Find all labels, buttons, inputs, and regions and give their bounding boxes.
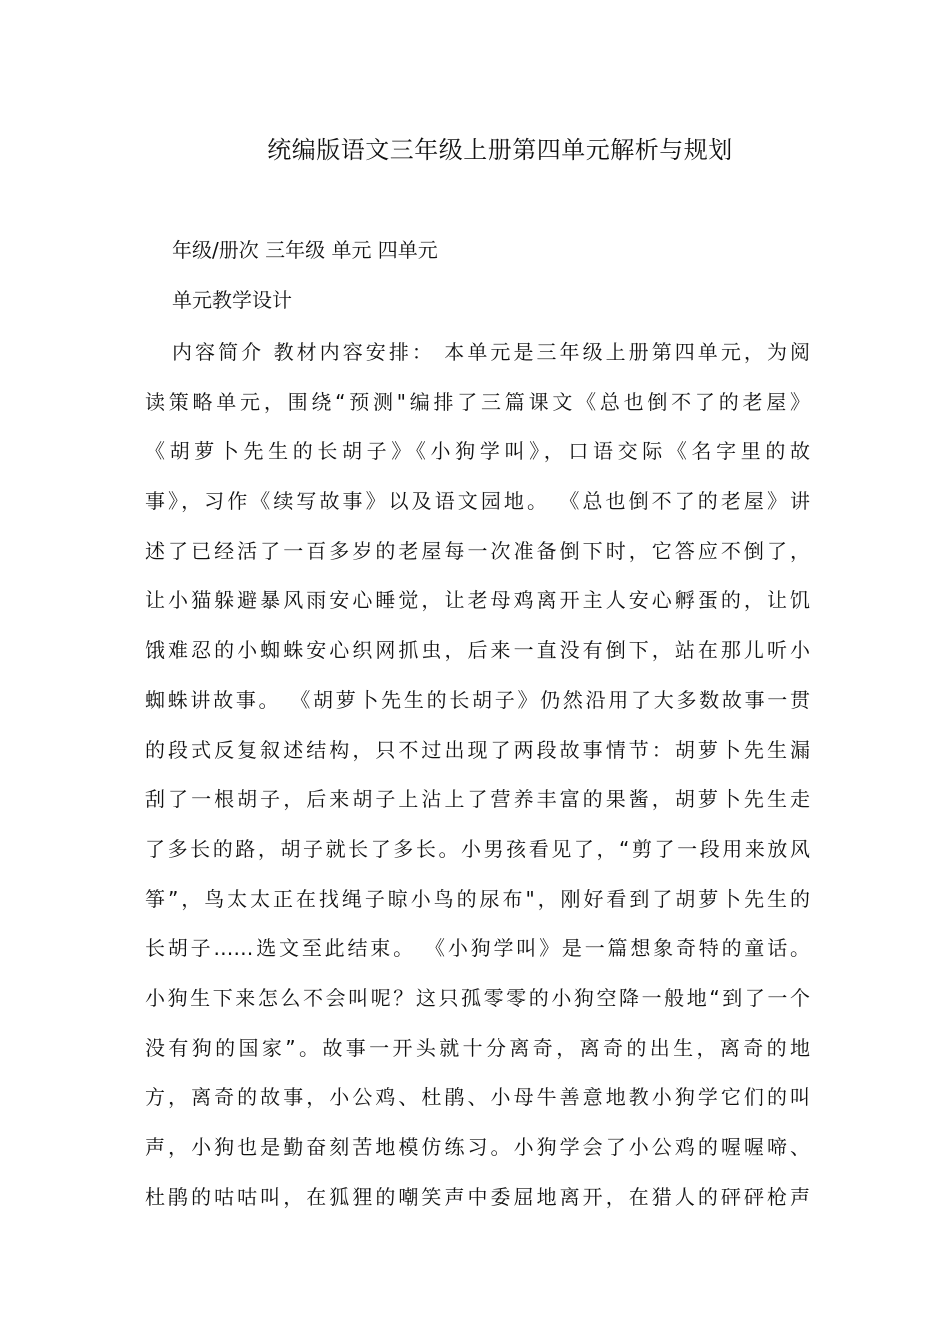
body-line: 的段式反复叙述结构，只不过出现了两段故事情节：胡萝卜先生漏 — [145, 737, 810, 762]
body-line: 筝”，鸟太太正在找绳子晾小鸟的尿布"，刚好看到了胡萝卜先生的 — [145, 886, 810, 911]
body-line: 声，小狗也是勤奋刻苦地模仿练习。小狗学会了小公鸡的喔喔啼、 — [145, 1135, 810, 1159]
grade-volume-line: 年级/册次 三年级 单元 四单元 — [172, 238, 438, 262]
body-line: 事》，习作《续写故事》以及语文园地。 《总也倒不了的老屋》讲 — [145, 489, 810, 514]
body-line: 没有狗的国家”。故事一开头就十分离奇，离奇的出生，离奇的地 — [145, 1035, 810, 1060]
body-line: 方，离奇的故事，小公鸡、杜鹃、小母牛善意地教小狗学它们的叫 — [145, 1085, 810, 1110]
body-line: 蜘蛛讲故事。 《胡萝卜先生的长胡子》仍然沿用了大多数故事一贯 — [145, 687, 810, 712]
body-paragraph — [145, 330, 810, 1224]
section-heading: 单元教学设计 — [172, 288, 292, 312]
body-line: 小狗生下来怎么不会叫呢？这只孤零零的小狗空降一般地“到了一个 — [145, 985, 810, 1010]
body-line: 内容简介 教材内容安排： 本单元是三年级上册第四单元，为阅 — [172, 340, 810, 364]
body-line: 杜鹃的咕咕叫，在狐狸的嘲笑声中委屈地离开，在猎人的砰砰枪声 — [145, 1184, 810, 1209]
body-line: 读策略单元，围绕“预测"编排了三篇课文《总也倒不了的老屋》 — [145, 389, 810, 414]
body-line: 刮了一根胡子，后来胡子上沾上了营养丰富的果酱，胡萝卜先生走 — [145, 787, 810, 812]
body-line: 述了已经活了一百多岁的老屋每一次准备倒下时，它答应不倒了， — [145, 538, 810, 563]
body-line: 了多长的路，胡子就长了多长。小男孩看见了，“剪了一段用来放风 — [145, 836, 810, 861]
body-line: 让小猫躲避暴风雨安心睡觉，让老母鸡离开主人安心孵蛋的，让饥 — [145, 588, 810, 613]
body-line: 《胡萝卜先生的长胡子》《小狗学叫》，口语交际《名字里的故 — [145, 439, 810, 464]
document-title: 统编版语文三年级上册第四单元解析与规划 — [267, 136, 733, 164]
body-line: 饿难忍的小蜘蛛安心织网抓虫，后来一直没有倒下，站在那儿听小 — [145, 638, 810, 663]
body-line: 长胡子……选文至此结束。 《小狗学叫》是一篇想象奇特的童话。 — [145, 936, 810, 961]
